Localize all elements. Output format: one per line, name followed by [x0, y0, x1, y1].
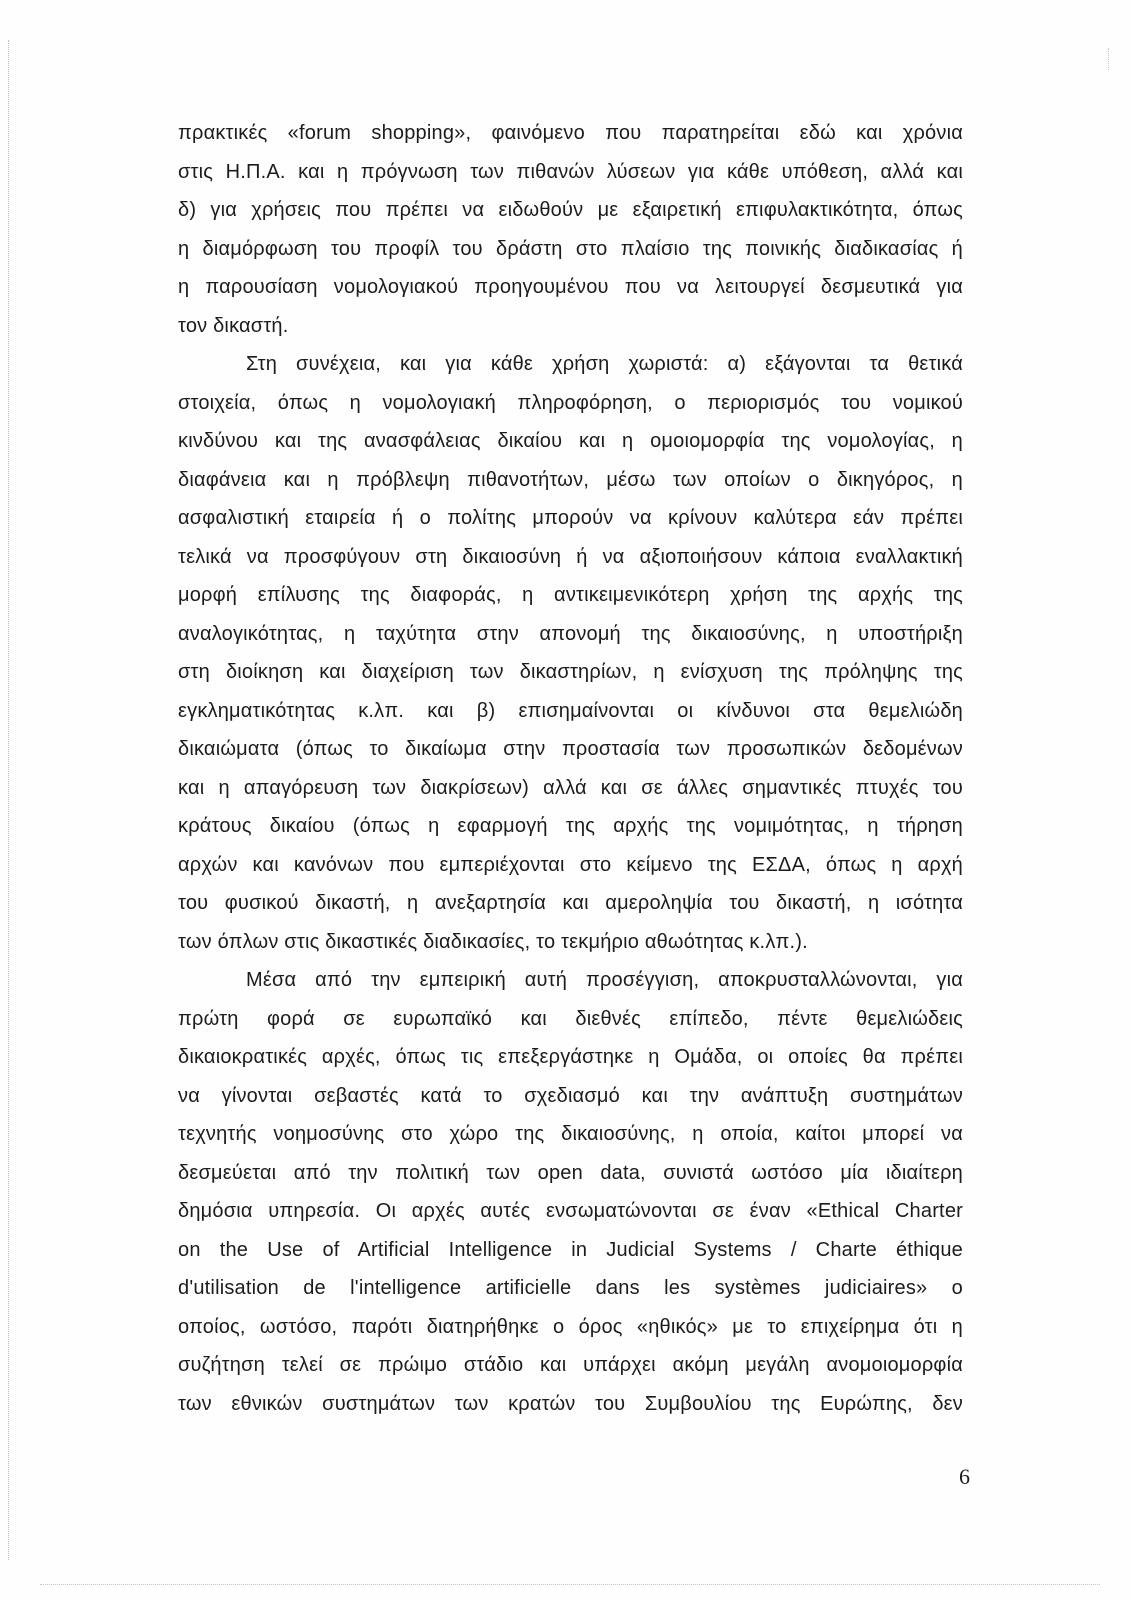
text-line: οποίος, ωστόσο, παρότι διατηρήθηκε ο όρος «ηθικός» με το επιχείρημα ότι η [178, 1315, 963, 1338]
scan-edge-left [8, 40, 9, 1560]
text-line: πρώτη φορά σε ευρωπαϊκό και διεθνές επίπεδο, πέντε θεμελιώδεις [178, 1007, 963, 1030]
text-line: δεσμεύεται από την πολιτική των open data, συνιστά ωστόσο μία ιδιαίτερη [178, 1161, 963, 1184]
text-line: των εθνικών συστημάτων των κρατών του Συμβουλίου της Ευρώπης, δεν [178, 1392, 963, 1415]
text-line: τελικά να προσφύγουν στη δικαιοσύνη ή να αξιοποιήσουν κάποια εναλλακτική [178, 545, 963, 568]
text-line: διαφάνεια και η πρόβλεψη πιθανοτήτων, μέσω των οποίων ο δικηγόρος, η [178, 468, 963, 491]
text-line: η διαμόρφωση του προφίλ του δράστη στο πλαίσιο της ποινικής διαδικασίας ή [178, 237, 963, 260]
text-line: δικαιοκρατικές αρχές, όπως τις επεξεργάστηκε η Ομάδα, οι οποίες θα πρέπει [178, 1046, 963, 1068]
text-line: δημόσια υπηρεσία. Οι αρχές αυτές ενσωματώνονται σε έναν «Ethical Charter [178, 1200, 963, 1222]
text-line: μορφή επίλυσης της διαφοράς, η αντικειμενικότερη χρήση της αρχής της [178, 584, 963, 606]
text-line: στη διοίκηση και διαχείριση των δικαστηρίων, η ενίσχυση της πρόληψης της [178, 661, 963, 683]
text-line: αναλογικότητας, η ταχύτητα στην απονομή της δικαιοσύνης, η υποστήριξη [178, 622, 963, 645]
text-line: στις Η.Π.Α. και η πρόγνωση των πιθανών λύσεων για κάθε υπόθεση, αλλά και [178, 160, 963, 183]
scan-corner-mark [1094, 48, 1109, 70]
text-line: d'utilisation de l'intelligence artificielle dans les systèmes judiciaires» ο [178, 1277, 963, 1299]
scan-edge-bottom [40, 1584, 1100, 1585]
text-line: και η απαγόρευση των διακρίσεων) αλλά και σε άλλες σημαντικές πτυχές του [178, 776, 963, 799]
text-line: τεχνητής νοημοσύνης στο χώρο της δικαιοσύνης, η οποία, καίτοι μπορεί να [178, 1123, 963, 1145]
text-line: πρακτικές «forum shopping», φαινόμενο που παρατηρείται εδώ και χρόνια [178, 122, 963, 144]
text-line: on the Use of Artificial Intelligence in Judicial Systems / Charte éthique [178, 1238, 963, 1261]
text-line: η παρουσίαση νομολογιακού προηγουμένου που να λειτουργεί δεσμευτικά για [178, 276, 963, 298]
paragraph-first-line: Μέσα από την εμπειρική αυτή προσέγγιση, αποκρυσταλλώνονται, για [246, 969, 963, 991]
text-line: αρχών και κανόνων που εμπεριέχονται στο κείμενο της ΕΣΔΑ, όπως η αρχή [178, 853, 963, 876]
text-line: στοιχεία, όπως η νομολογιακή πληροφόρηση, ο περιορισμός του νομικού [178, 391, 963, 414]
body-text [178, 114, 963, 1423]
text-line: συζήτηση τελεί σε πρώιμο στάδιο και υπάρχει ακόμη μεγάλη ανομοιομορφία [178, 1354, 963, 1376]
text-line: εγκληματικότητας κ.λπ. και β) επισημαίνονται οι κίνδυνοι στα θεμελιώδη [178, 699, 963, 722]
text-line: κινδύνου και της ανασφάλειας δικαίου και η ομοιομορφία της νομολογίας, η [178, 430, 963, 452]
text-line: των όπλων στις δικαστικές διαδικασίες, το τεκμήριο αθωότητας κ.λπ.). [178, 930, 808, 953]
text-line: να γίνονται σεβαστές κατά το σχεδιασμό και την ανάπτυξη συστημάτων [178, 1084, 963, 1107]
paragraph-first-line: Στη συνέχεια, και για κάθε χρήση χωριστά: α) εξάγονται τα θετικά [246, 353, 963, 375]
text-line: κράτους δικαίου (όπως η εφαρμογή της αρχής της νομιμότητας, η τήρηση [178, 815, 963, 837]
text-line: δ) για χρήσεις που πρέπει να ειδωθούν με εξαιρετική επιφυλακτικότητα, όπως [178, 199, 963, 221]
text-line: τον δικαστή. [178, 314, 289, 337]
text-line: ασφαλιστική εταιρεία ή ο πολίτης μπορούν να κρίνουν καλύτερα εάν πρέπει [178, 507, 963, 529]
text-line: του φυσικού δικαστή, η ανεξαρτησία και αμεροληψία του δικαστή, η ισότητα [178, 892, 963, 914]
page-number: 6 [959, 1464, 970, 1489]
text-line: δικαιώματα (όπως το δικαίωμα στην προστασία των προσωπικών δεδομένων [178, 738, 963, 760]
